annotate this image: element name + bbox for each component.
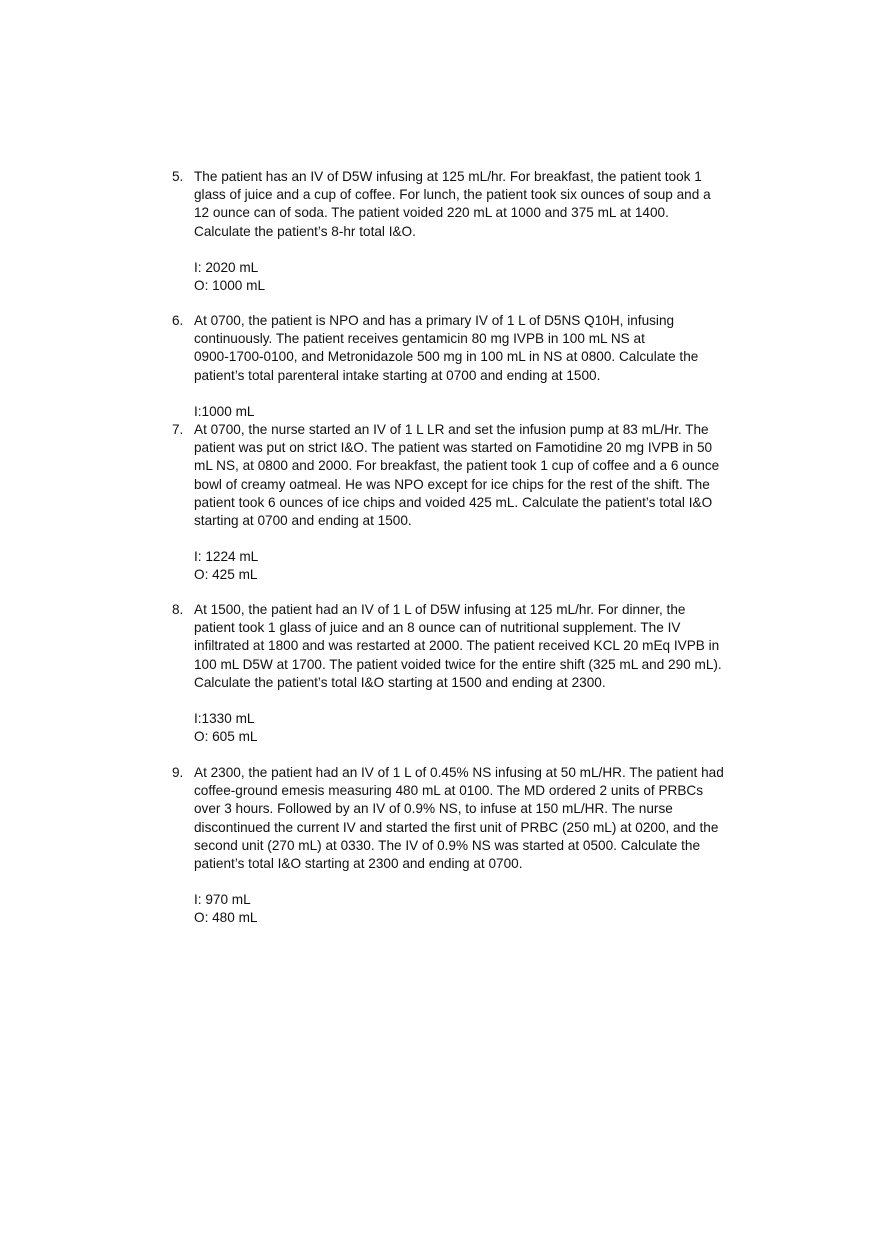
problem-text-line: Calculate the patient’s 8-hr total I&O. <box>194 223 416 239</box>
problem-body <box>194 312 742 421</box>
problem-text-line: patient was put on strict I&O. The patient was started on Famotidine 20 mg IVPB in 50 <box>194 440 713 456</box>
problem-text-line: infiltrated at 1800 and was restarted at 2000. The patient received KCL 20 mEq IVPB in <box>194 638 720 654</box>
answer-block <box>194 403 742 421</box>
problem-5 <box>172 168 742 295</box>
problem-text-line: At 0700, the patient is NPO and has a primary IV of 1 L of D5NS Q10H, infusing <box>194 313 675 328</box>
problem-text-line: 0900-1700-0100, and Metronidazole 500 mg in 100 mL in NS at 0800. Calculate the <box>194 349 699 365</box>
output-answer: O: 480 mL <box>194 910 258 926</box>
problem-text-line: At 1500, the patient had an IV of 1 L of D5W infusing at 125 mL/hr. For dinner, the <box>194 602 686 617</box>
problem-text-line: patient’s total parenteral intake starting at 0700 and ending at 1500. <box>194 367 601 383</box>
problem-body <box>194 168 742 295</box>
problem-body <box>194 764 742 928</box>
intake-answer: I:1000 mL <box>194 403 255 419</box>
problem-6 <box>172 312 742 421</box>
output-answer: O: 425 mL <box>194 567 258 583</box>
problem-8 <box>172 601 742 746</box>
problem-body <box>194 421 742 585</box>
answer-block <box>194 891 742 927</box>
problem-number: 6. <box>172 313 184 328</box>
problem-9 <box>172 764 742 928</box>
problem-text-line: discontinued the current IV and started the first unit of PRBC (250 mL) at 0200, and the <box>194 819 719 835</box>
problem-body <box>194 601 742 746</box>
problem-text-line: 12 ounce can of soda. The patient voided 220 mL at 1000 and 375 mL at 1400. <box>194 205 669 221</box>
problem-text-line: glass of juice and a cup of coffee. For lunch, the patient took six ounces of soup and a <box>194 187 711 203</box>
intake-answer: I: 970 mL <box>194 892 251 908</box>
problem-number: 8. <box>172 602 184 617</box>
answer-block <box>194 548 742 584</box>
problem-text-line: patient’s total I&O starting at 2300 and ending at 0700. <box>194 856 523 872</box>
problem-text-line: At 0700, the nurse started an IV of 1 L LR and set the infusion pump at 83 mL/Hr. The <box>194 422 709 437</box>
problem-number: 5. <box>172 169 184 184</box>
problem-number: 7. <box>172 422 184 437</box>
intake-answer: I:1330 mL <box>194 711 255 727</box>
answer-block <box>194 259 742 295</box>
problem-text-line: Calculate the patient’s total I&O starting at 1500 and ending at 2300. <box>194 674 606 690</box>
problem-text-line: mL NS, at 0800 and 2000. For breakfast, the patient took 1 cup of coffee and a 6 ounce <box>194 458 720 474</box>
problem-text-line: starting at 0700 and ending at 1500. <box>194 513 412 529</box>
problem-text-line: coffee-ground emesis measuring 480 mL at 0100. The MD ordered 2 units of PRBCs <box>194 783 704 799</box>
intake-answer: I: 1224 mL <box>194 549 259 565</box>
output-answer: O: 1000 mL <box>194 278 266 294</box>
intake-answer: I: 2020 mL <box>194 259 259 275</box>
output-answer: O: 605 mL <box>194 729 258 745</box>
problem-7 <box>172 421 742 585</box>
problem-text-line: patient took 1 glass of juice and an 8 ounce can of nutritional supplement. The IV <box>194 620 681 636</box>
problem-text-line: At 2300, the patient had an IV of 1 L of 0.45% NS infusing at 50 mL/HR. The patient had <box>194 765 724 780</box>
problem-text-line: over 3 hours. Followed by an IV of 0.9% NS, to infuse at 150 mL/HR. The nurse <box>194 801 673 817</box>
problem-text-line: patient took 6 ounces of ice chips and voided 425 mL. Calculate the patient’s total I&O <box>194 494 713 510</box>
problem-text-line: The patient has an IV of D5W infusing at 125 mL/hr. For breakfast, the patient took 1 <box>194 169 702 184</box>
problem-number: 9. <box>172 765 184 780</box>
problem-text-line: continuously. The patient receives gentamicin 80 mg IVPB in 100 mL NS at <box>194 331 645 347</box>
problem-text-line: second unit (270 mL) at 0330. The IV of 0.9% NS was started at 0500. Calculate the <box>194 837 701 853</box>
problem-text-line: bowl of creamy oatmeal. He was NPO except for ice chips for the rest of the shift. The <box>194 476 710 492</box>
problem-text-line: 100 mL D5W at 1700. The patient voided twice for the entire shift (325 mL and 290 mL). <box>194 656 722 672</box>
answer-block <box>194 710 742 746</box>
